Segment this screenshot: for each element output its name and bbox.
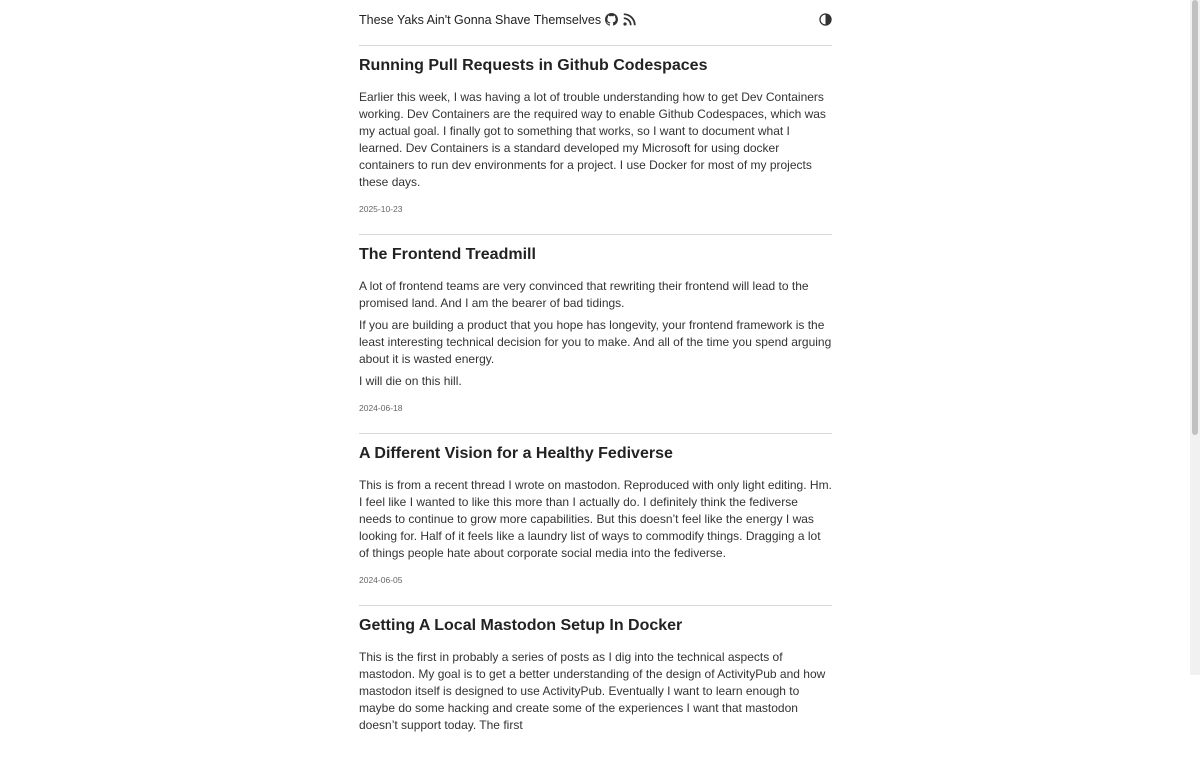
site-header bbox=[359, 0, 832, 46]
post-date: 2024-06-05 bbox=[359, 575, 403, 585]
post-excerpt: This is the first in probably a series of posts as I dig into the technical aspects of mastodon. My goal is to get a better understanding of the design of ActivityPub and how mastodon itself is designed to use ActivityPub. Eventually I want to learn enough to maybe do some hacking and create some of the experiences I want that mastodon doesn’t support today. The first bbox=[359, 650, 826, 732]
github-icon[interactable] bbox=[605, 13, 618, 26]
theme-toggle-contrast-icon[interactable] bbox=[819, 13, 832, 26]
post-excerpt: I will die on this hill. bbox=[359, 374, 462, 388]
post-excerpt: This is from a recent thread I wrote on mastodon. Reproduced with only light editing. Hm. I feel like I wanted to like this more than I actually do. I definitely think the fediverse needs to continue to grow more capabilities. But this doesn’t feel like the energy I was looking for. Half of it feels like a laundry list of ways to commodify things. Dragging a lot of things people hate about corporate social media into the fediverse. bbox=[359, 478, 832, 560]
rss-icon[interactable] bbox=[623, 13, 636, 26]
post-title-link[interactable]: Running Pull Requests in Github Codespaces bbox=[359, 57, 708, 74]
post-excerpt: A lot of frontend teams are very convinced that rewriting their frontend will lead to the promised land. And I am the bearer of bad tidings. bbox=[359, 279, 809, 310]
page-container bbox=[359, 0, 832, 759]
page-scrollbar[interactable] bbox=[1190, 0, 1200, 675]
site-title-link[interactable]: These Yaks Ain't Gonna Shave Themselves bbox=[359, 13, 602, 27]
post-title-link[interactable]: A Different Vision for a Healthy Fediverse bbox=[359, 445, 673, 462]
post-item bbox=[359, 46, 832, 235]
post-item bbox=[359, 606, 832, 759]
post-title-link[interactable]: Getting A Local Mastodon Setup In Docker bbox=[359, 617, 683, 634]
post-item bbox=[359, 235, 832, 434]
post-date: 2024-06-18 bbox=[359, 403, 403, 413]
post-item bbox=[359, 434, 832, 606]
post-date: 2025-10-23 bbox=[359, 204, 403, 214]
post-excerpt: If you are building a product that you hope has longevity, your frontend framework is the least interesting technical decision for you to make. And all of the time you spend arguing about it is wasted energy. bbox=[359, 318, 832, 366]
post-title-link[interactable]: The Frontend Treadmill bbox=[359, 246, 536, 263]
post-excerpt: Earlier this week, I was having a lot of trouble understanding how to get Dev Containers working. Dev Containers are the required way to enable Github Codespaces, which was my actual goal. I finally got to something that works, so I want to document what I learned. Dev Containers is a standard developed my Microsoft for using docker containers to run dev environments for a project. I use Docker for most of my projects these days. bbox=[359, 90, 826, 189]
scrollbar-thumb[interactable] bbox=[1192, 0, 1198, 435]
header-icons bbox=[605, 13, 636, 26]
